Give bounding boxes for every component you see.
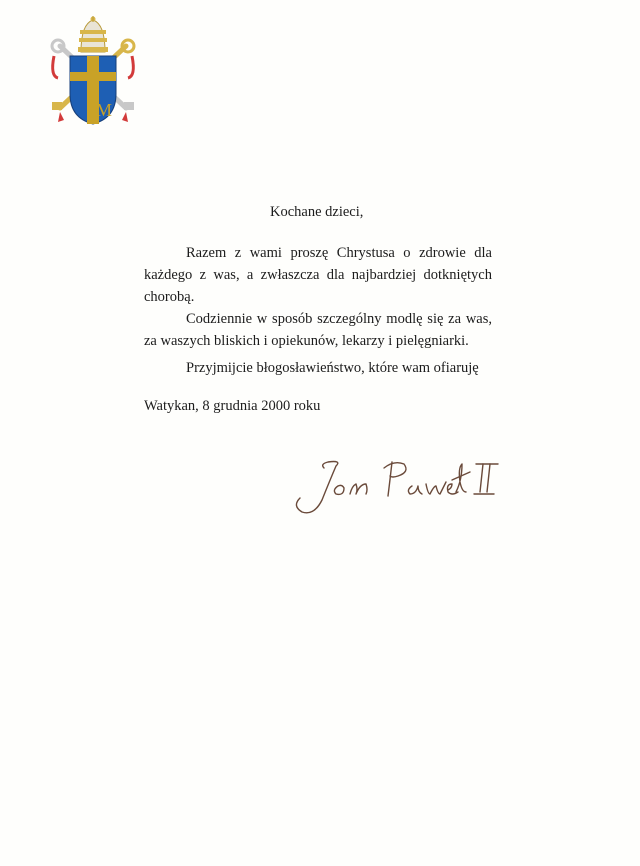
shield-icon <box>70 56 116 124</box>
coat-of-arms-icon <box>48 16 138 128</box>
salutation: Kochane dzieci, <box>270 204 364 220</box>
dateline: Watykan, 8 grudnia 2000 roku <box>144 398 321 414</box>
blessing: Przyjmijcie błogosławieństwo, które wam ofiaruję <box>186 360 479 376</box>
letter-paragraph: Razem z wami proszę Chrystusa o zdrowie dla każdego z was, a zwłaszcza dla najbardziej dotkniętych chorobą. <box>144 245 492 305</box>
svg-text:M: M <box>95 100 113 120</box>
letter-body <box>144 242 492 352</box>
papal-tiara-icon <box>78 16 108 52</box>
signature-icon <box>280 450 510 530</box>
letter-paragraph: Codziennie w sposób szczególny modlę się za was, za waszych bliskich i opiekunów, lekarzy i pielęgniarki. <box>144 311 492 349</box>
